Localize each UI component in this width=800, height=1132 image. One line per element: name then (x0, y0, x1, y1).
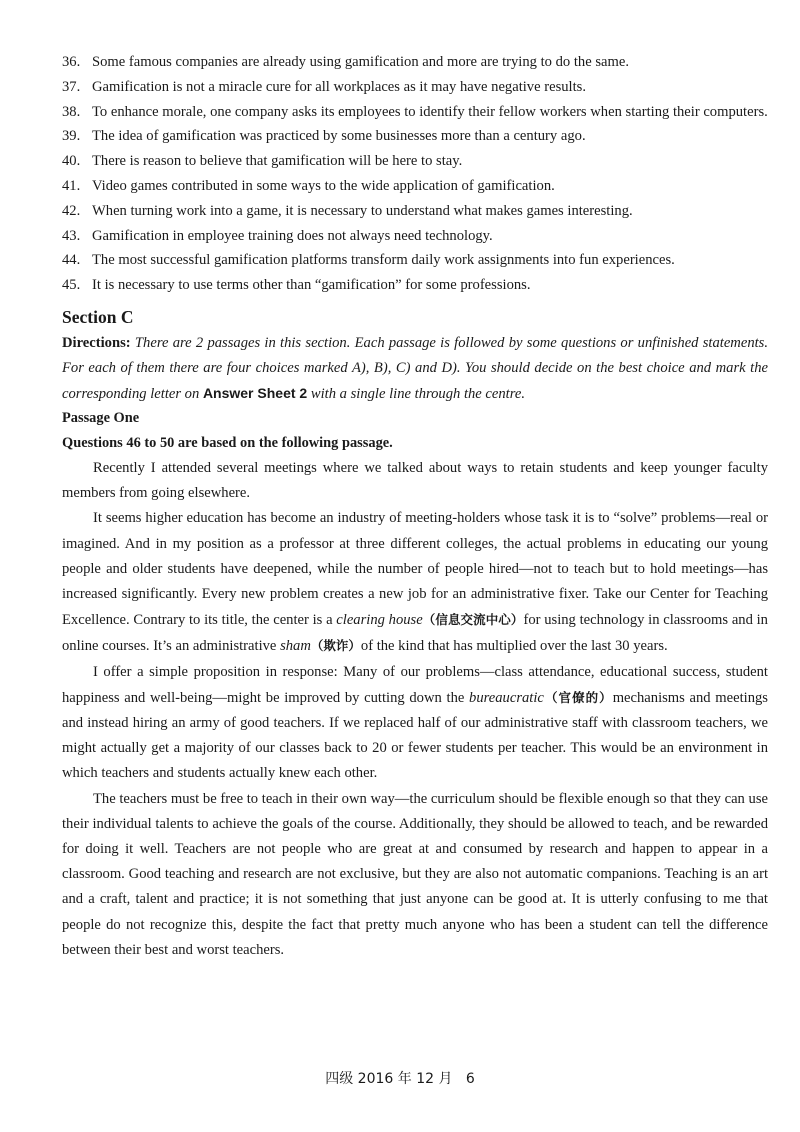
statement-39 (62, 124, 768, 149)
statement-number: 37. (62, 78, 81, 95)
directions-text: There are 2 passages in this section. Each passage is followed by some questions or unfinished statements. For each of them there are four choices marked A), B), C) and D). You should decide on the best choice and mark the corresponding letter on (62, 334, 768, 402)
statement-40 (62, 149, 768, 174)
footer-label: 四级 2016 年 12 月 (325, 1071, 453, 1087)
paragraph-2 (62, 506, 768, 659)
statement-number: 42. (62, 202, 81, 219)
directions (62, 331, 768, 406)
statement-text: There is reason to believe that gamification will be here to stay. (92, 153, 463, 170)
statement-number: 38. (62, 103, 81, 120)
statement-text: To enhance morale, one company asks its employees to identify their fellow workers when starting their computers. (92, 103, 768, 120)
statement-text: Video games contributed in some ways to the wide application of gamification. (92, 177, 555, 194)
paragraph-2-text-c: of the kind that has multiplied over the last 30 years. (360, 638, 668, 655)
paragraph-2-text-b: for using technology in classrooms and in online courses. It’s an administrative (62, 612, 768, 655)
statement-number: 36. (62, 54, 81, 70)
directions-text-end: with a single line through the centre. (310, 385, 526, 402)
statement-45 (62, 273, 768, 298)
page-number: 6 (465, 1071, 475, 1087)
gloss-bureaucratic: （官僚的） (543, 689, 613, 705)
gloss-sham: （欺诈） (310, 638, 361, 654)
answer-sheet-label: Answer Sheet 2 (202, 384, 308, 401)
statement-42 (62, 199, 768, 224)
page-footer (0, 1069, 800, 1089)
paragraph-2-text-a: It seems higher education has become an industry of meeting-holders whose task it is to “solve” problems—real or imagined. And in my position as a professor at three different colleges, the actual problems in educating our young people and older students have deepened, while the number of people hired—not to teach but to hold meetings—has increased significantly. Every new problem creates a new job for an administrative fixer. Take our Center for Teaching Excellence. Contrary to its title, the center is a (62, 510, 768, 629)
statement-41 (62, 174, 768, 199)
paragraph-4: The teachers must be free to teach in their own way—the curriculum should be flexible enough so that they can use their individual talents to achieve the goals of the course. Additionally, they should be allowed to teach, and be rewarded for doing it well. Teachers are not people who are great at and consumed by research and happen to appear in a classroom. Good teaching and research are not exclusive, but they are also not automatic companions. Teaching is an art and a craft, talent and practice; it is not something that just anyone can be good at. It is utterly confusing to me that people do not recognize this, despite the fact that pretty much anyone who has been a student can tell the difference between their best and worst teachers. (62, 790, 768, 958)
statement-number: 41. (62, 177, 81, 194)
statement-text: The idea of gamification was practiced by some businesses more than a century ago. (92, 128, 586, 145)
statement-number: 40. (62, 153, 81, 170)
paragraph-3-text-b: mechanisms and meetings and instead hiring an army of good teachers. If we replaced half of our administrative staff with classroom teachers, we might actually get a majority of our classes back to 20 or fewer students per teacher. This would be an environment in which teachers and students actually knew each other. (62, 689, 768, 782)
passage-title: Passage One (62, 410, 140, 427)
statement-number: 43. (62, 227, 81, 244)
term-sham: sham (280, 638, 311, 655)
paragraph-1: Recently I attended several meetings where we talked about ways to retain students and keep younger faculty members from going elsewhere. (62, 459, 768, 502)
paragraph-3 (62, 660, 768, 787)
paragraph-3-text-a: I offer a simple proposition in response: Many of our problems—class attendance, educational success, student happiness and well-being—might be improved by cutting down the (62, 663, 768, 706)
statement-text: Gamification in employee training does not always need technology. (92, 227, 493, 244)
statement-text: When turning work into a game, it is necessary to understand what makes games interesting. (92, 202, 633, 219)
section-title: Section C (62, 306, 134, 327)
statement-number: 44. (62, 252, 81, 269)
statement-38 (62, 100, 768, 125)
statement-text: It is necessary to use terms other than “gamification” for some professions. (92, 277, 531, 294)
directions-label: Directions: (62, 334, 131, 351)
statement-text: Gamification is not a miracle cure for all workplaces as it may have negative results. (92, 78, 586, 95)
statement-text: The most successful gamification platforms transform daily work assignments into fun experiences. (92, 252, 675, 269)
passage-intro: Questions 46 to 50 are based on the following passage. (62, 435, 393, 452)
statement-36 (62, 50, 768, 75)
statement-37 (62, 75, 768, 100)
statement-44 (62, 248, 768, 273)
statement-list (62, 50, 768, 298)
statement-text: Some famous companies are already using gamification and more are trying to do the same. (92, 54, 629, 70)
statement-number: 39. (62, 128, 81, 145)
gloss-clearing-house: （信息交流中心） (422, 612, 524, 628)
statement-43 (62, 224, 768, 249)
term-clearing-house: clearing house (336, 612, 423, 629)
statement-number: 45. (62, 277, 81, 294)
exam-page (62, 50, 768, 963)
term-bureaucratic: bureaucratic (469, 689, 544, 706)
